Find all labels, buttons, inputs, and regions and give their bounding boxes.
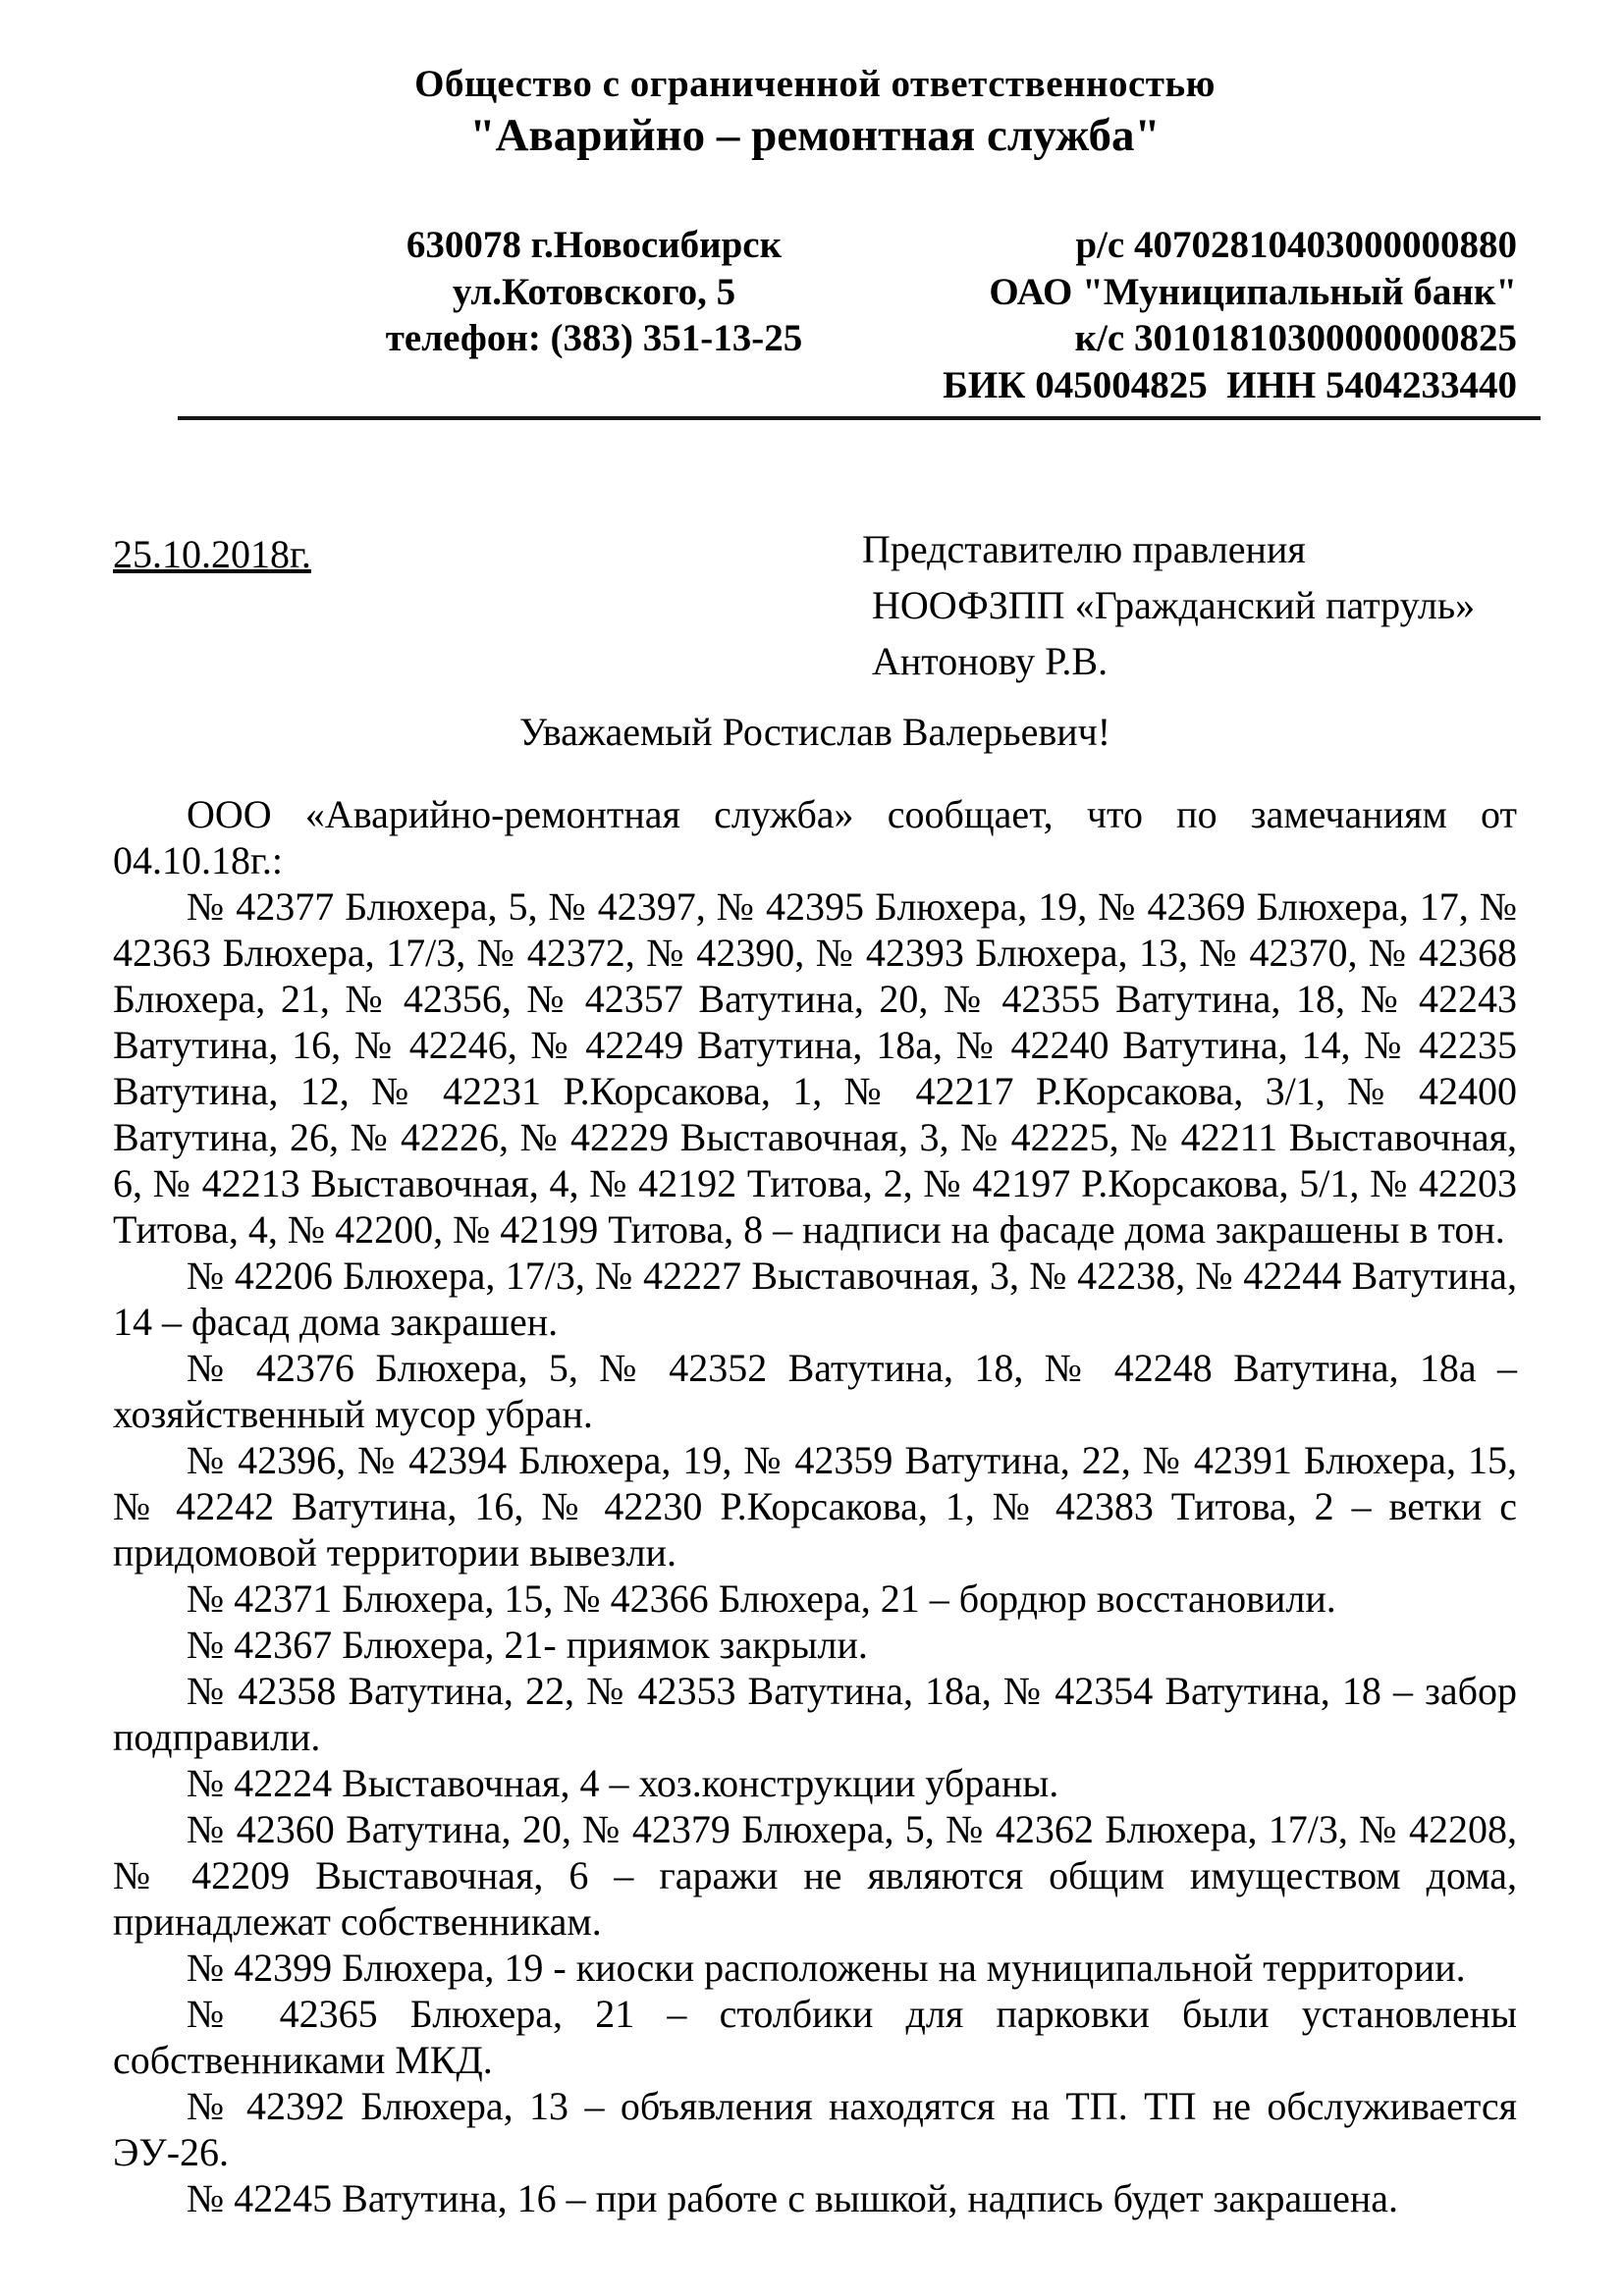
- document-content: [113, 0, 1517, 2221]
- body-paragraph: № 42224 Выставочная, 4 – хоз.конструкции убраны.: [187, 1761, 1059, 1805]
- bank-details-line: к/с 30101810300000000825: [1074, 317, 1517, 359]
- addressee-line: Антонову Р.В.: [872, 639, 1109, 683]
- body-paragraph: № 42365 Блюхера, 21 – столбики для парковки были установлены собственниками МКД.: [113, 1992, 1517, 2082]
- body-paragraph: № 42399 Блюхера, 19 - киоски расположены на муниципальной территории.: [187, 1946, 1466, 1990]
- org-type-line: Общество с ограниченной ответственностью: [414, 63, 1216, 105]
- body-paragraph: № 42371 Блюхера, 15, № 42366 Блюхера, 21 – бордюр восстановили.: [187, 1576, 1336, 1621]
- body-paragraph: № 42396, № 42394 Блюхера, 19, № 42359 Ватутина, 22, № 42391 Блюхера, 15, № 42242 Ватутина, 16, № 42230 Р.Корсакова, 1, № 42383 Титова, 2 – ветки с придомовой территории вывезли.: [113, 1438, 1517, 1575]
- letterhead: [113, 61, 1517, 165]
- letterhead-divider-rule: [178, 416, 1541, 420]
- addressee-block: [862, 521, 1475, 689]
- bank-details-line: р/с 40702810403000000880: [1075, 224, 1517, 266]
- org-address-line: ул.Котовского, 5: [452, 270, 736, 313]
- salutation-line: Уважаемый Ростислав Валерьевич!: [518, 710, 1111, 754]
- body-paragraph: № 42376 Блюхера, 5, № 42352 Ватутина, 18, № 42248 Ватутина, 18а – хозяйственный мусор убран.: [113, 1346, 1517, 1436]
- body-paragraph: № 42377 Блюхера, 5, № 42397, № 42395 Блюхера, 19, № 42369 Блюхера, 17, № 42363 Блюхера, 17/3, № 42372, № 42390, № 42393 Блюхера, 13, № 42370, № 42368 Блюхера, 21, № 42356, № 42357 Ватутина, 20, № 42355 Ватутина, 18, № 42243 Ватутина, 16, № 42246, № 42249 Ватутина, 18а, № 42240 Ватутина, 14, № 42235 Ватутина, 12, № 42231 Р.Корсакова, 1, № 42217 Р.Корсакова, 3/1, № 42400 Ватутина, 26, № 42226, № 42229 Выставочная, 3, № 42225, № 42211 Выставочная, 6, № 42213 Выставочная, 4, № 42192 Титова, 2, № 42197 Р.Корсакова, 5/1, № 42203 Титова, 4, № 42200, № 42199 Титова, 8 – надписи на фасаде дома закрашены в тон.: [113, 884, 1517, 1252]
- date-addressee-row: [113, 527, 1517, 689]
- org-name-line: "Аварийно – ремонтная служба": [469, 110, 1161, 161]
- bank-details-line: ОАО "Муниципальный банк": [989, 270, 1517, 313]
- body-paragraph: № 42358 Ватутина, 22, № 42353 Ватутина, 18а, № 42354 Ватутина, 18 – забор подправили.: [113, 1669, 1517, 1759]
- addressee-line: Представителю правления: [862, 527, 1306, 571]
- body-paragraph: № 42360 Ватутина, 20, № 42379 Блюхера, 5, № 42362 Блюхера, 17/3, № 42208, № 42209 Выставочная, 6 – гаражи не являются общим имуществом дома, принадлежат собственникам.: [113, 1807, 1517, 1944]
- letter-body: [113, 791, 1517, 2221]
- org-address-line: телефон: (383) 351-13-25: [385, 317, 803, 359]
- body-paragraph: № 42245 Ватутина, 16 – при работе с вышкой, надпись будет закрашена.: [187, 2176, 1398, 2220]
- letter-date: 25.10.2018г.: [113, 532, 311, 576]
- org-address-block: [270, 222, 918, 408]
- bank-details-line: БИК 045004825 ИНН 5404233440: [943, 363, 1517, 406]
- body-paragraph: № 42392 Блюхера, 13 – объявления находятся на ТП. ТП не обслуживается ЭУ-26.: [113, 2084, 1517, 2174]
- org-address-line: 630078 г.Новосибирск: [406, 224, 783, 266]
- body-paragraph: № 42367 Блюхера, 21- приямок закрыли.: [187, 1623, 868, 1667]
- body-paragraph: ООО «Аварийно-ремонтная служба» сообщает, что по замечаниям от 04.10.18г.:: [113, 792, 1517, 882]
- letterhead-info-row: [113, 222, 1517, 408]
- bank-details-block: [918, 222, 1517, 408]
- body-paragraph: № 42206 Блюхера, 17/3, № 42227 Выставочная, 3, № 42238, № 42244 Ватутина, 14 – фасад дома закрашен.: [113, 1254, 1517, 1344]
- addressee-line: НООФЗПП «Гражданский патруль»: [872, 583, 1476, 627]
